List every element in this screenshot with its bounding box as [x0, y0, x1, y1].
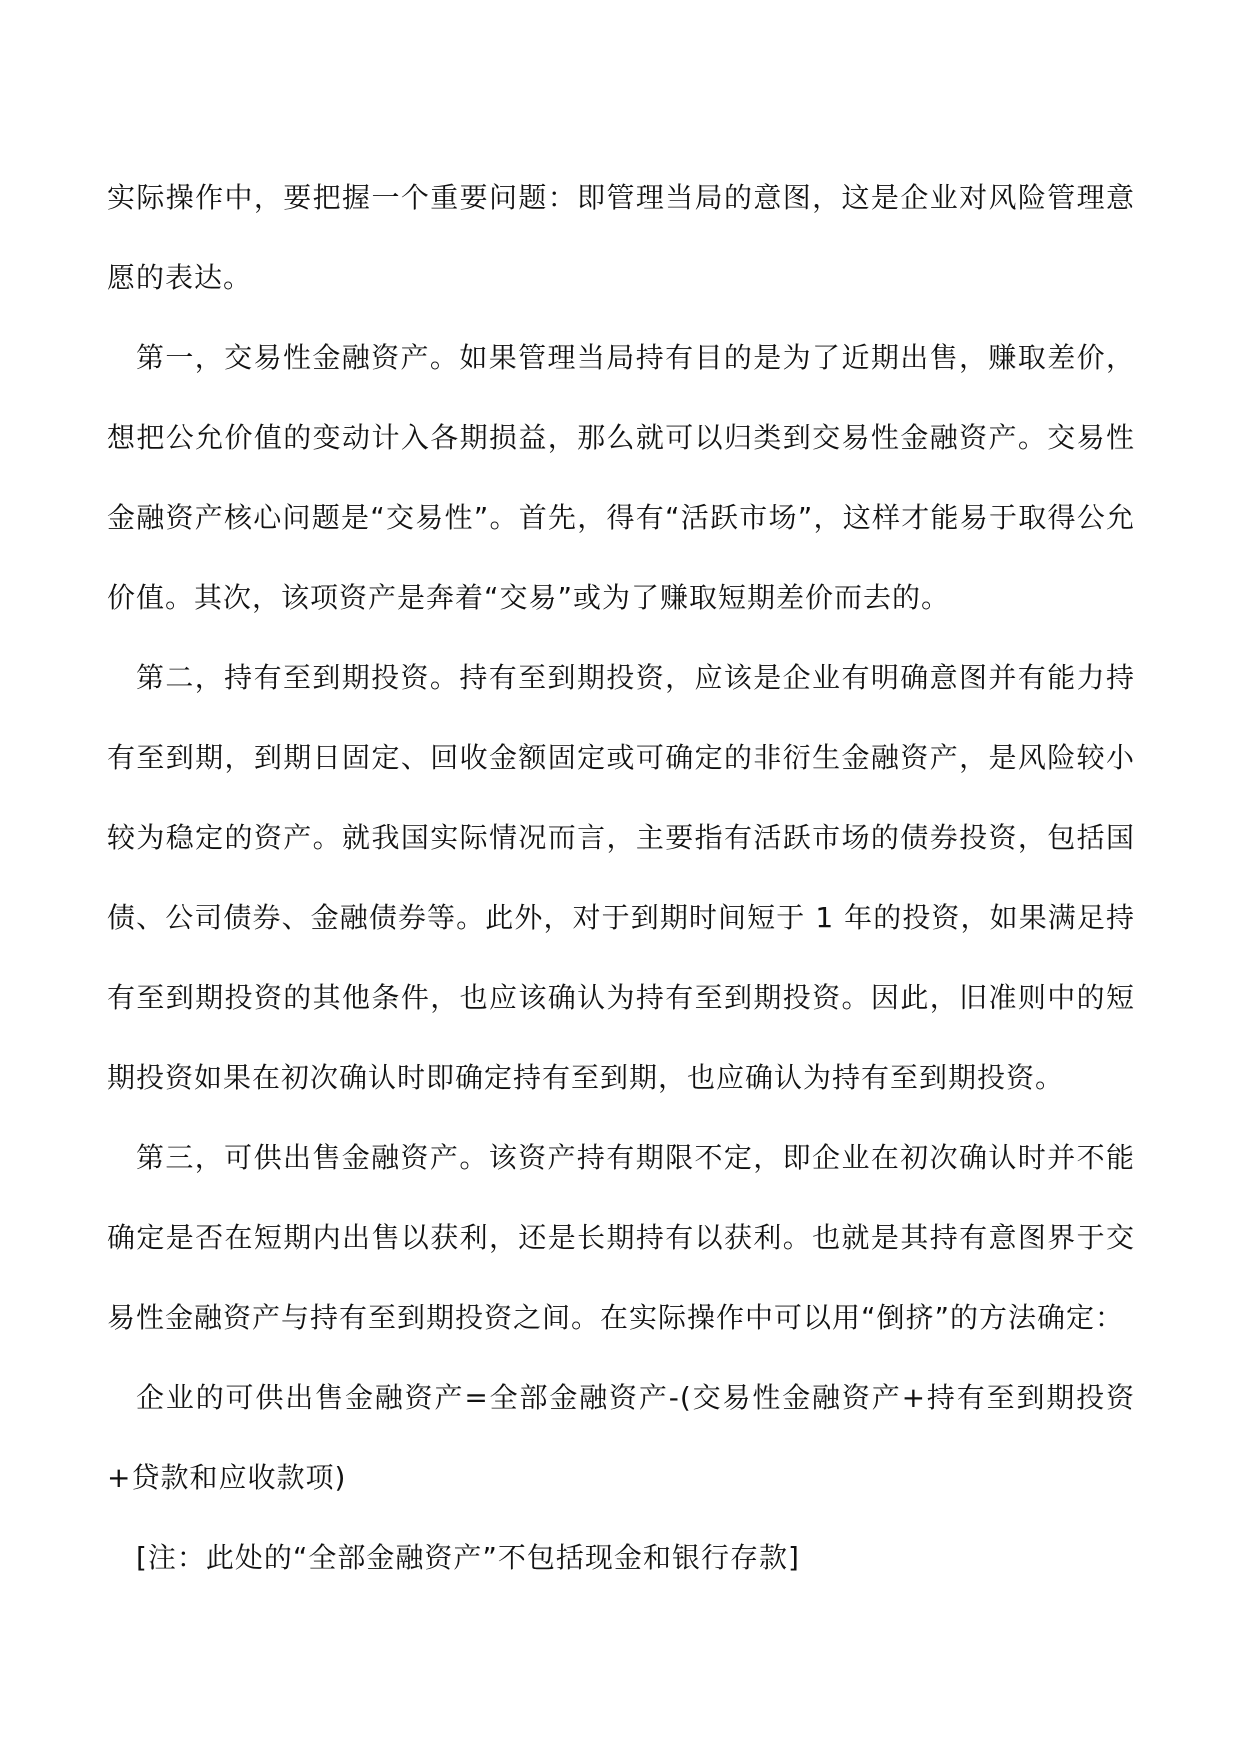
paragraph-note: [注：此处的“全部金融资产”不包括现金和银行存款]	[136, 1541, 800, 1574]
paragraph-formula: 企业的可供出售金融资产=全部金融资产-(交易性金融资产+持有至到期投资+贷款和应收款项)	[107, 1381, 1135, 1494]
paragraph-trading-assets: 第一，交易性金融资产。如果管理当局持有目的是为了近期出售，赚取差价，想把公允价值的变动计入各期损益，那么就可以归类到交易性金融资产。交易性金融资产核心问题是“交易性”。首先，得有“活跃市场”，这样才能易于取得公允价值。其次，该项资产是奔着“交易”或为了赚取短期差价而去的。	[107, 341, 1135, 614]
document-body	[107, 158, 1135, 1598]
paragraph-intro: 实际操作中，要把握一个重要问题：即管理当局的意图，这是企业对风险管理意愿的表达。	[107, 181, 1135, 294]
paragraph-held-to-maturity: 第二，持有至到期投资。持有至到期投资，应该是企业有明确意图并有能力持有至到期，到期日固定、回收金额固定或可确定的非衍生金融资产，是风险较小较为稳定的资产。就我国实际情况而言，主要指有活跃市场的债券投资，包括国债、公司债券、金融债券等。此外，对于到期时间短于 1 年的投资，如果满足持有至到期投资的其他条件，也应该确认为持有至到期投资。因此，旧准则中的短期投资如果在初次确认时即确定持有至到期，也应确认为持有至到期投资。	[107, 661, 1135, 1094]
paragraph-available-for-sale: 第三，可供出售金融资产。该资产持有期限不定，即企业在初次确认时并不能确定是否在短期内出售以获利，还是长期持有以获利。也就是其持有意图界于交易性金融资产与持有至到期投资之间。在实际操作中可以用“倒挤”的方法确定：	[107, 1141, 1135, 1334]
